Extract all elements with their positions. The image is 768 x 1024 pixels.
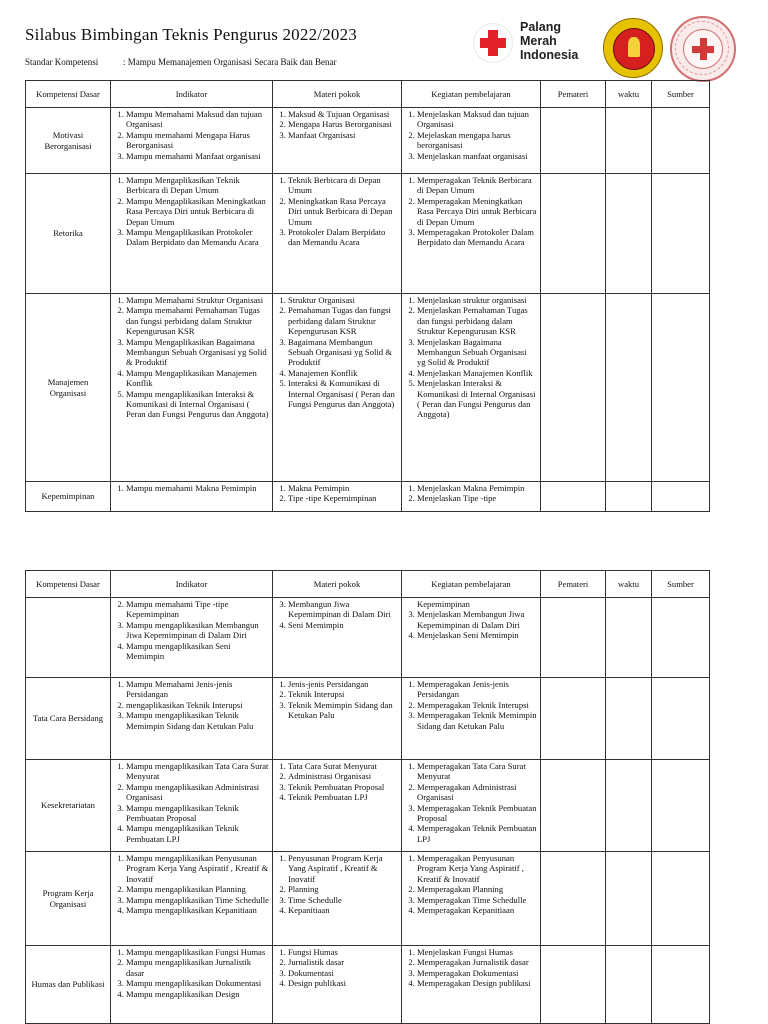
list-item: 4. Kepanitiaan	[288, 905, 398, 915]
table-row	[26, 108, 710, 174]
sumber-cell	[652, 294, 710, 482]
list-item: 1. Mampu memahami Makna Pemimpin	[126, 483, 269, 493]
list-item: 3. Protokoler Dalam Berpidato dan Memandu Acara	[288, 227, 398, 248]
list-item: 2. Jurnalistik dasar	[288, 957, 398, 967]
waktu-cell	[606, 482, 652, 512]
list-item: 3. Mampu mengaplikasikan Membangun Jiwa Kepemimpinan di Dalam Diri	[126, 620, 269, 641]
kompetensi-dasar-cell: Tata Cara Bersidang	[26, 678, 111, 760]
list-item: 3. Memperagakan Time Schedulle	[417, 895, 537, 905]
pmi-logo	[473, 20, 593, 70]
pmi-line-3: Indonesia	[520, 48, 579, 62]
kompetensi-dasar-cell: Program Kerja Organisasi	[26, 852, 111, 946]
column-header: waktu	[606, 81, 652, 108]
table-header-row	[26, 81, 710, 108]
sumber-cell	[652, 108, 710, 174]
list-item: 2. Memperagakan Meningkatkan Rasa Percaya Diri untuk Berbicara di Depan Umum	[417, 196, 537, 227]
list-item: 3. Teknik Pembuatan Proposal	[288, 782, 398, 792]
list-item: Kepemimpinan	[417, 599, 470, 609]
materi-cell	[273, 482, 402, 512]
pemateri-cell	[541, 174, 606, 294]
list-item: 3. Manfaat Organisasi	[288, 130, 398, 140]
materi-cell	[273, 678, 402, 760]
sumber-cell	[652, 482, 710, 512]
column-header: Indikator	[111, 571, 273, 598]
list-item: 1. Memperagakan Teknik Berbicara di Depan Umum	[417, 175, 537, 196]
waktu-cell	[606, 174, 652, 294]
pemateri-cell	[541, 108, 606, 174]
column-header: Materi pokok	[273, 81, 402, 108]
table-row	[26, 294, 710, 482]
list-item: 1. Teknik Berbicara di Depan Umum	[288, 175, 398, 196]
indikator-cell	[111, 760, 273, 852]
list-item: 2. Menjelaskan Tipe -tipe	[417, 493, 537, 503]
list-item: 4. Mampu mengaplikasikan Design	[126, 989, 269, 999]
kompetensi-dasar-cell: Motivasi Berorganisasi	[26, 108, 111, 174]
list-item: 1. Makna Pemimpin	[288, 483, 398, 493]
list-item: 4. Mampu mengaplikasikan Kepanitiaan	[126, 905, 269, 915]
list-item: 4. Menjelaskan Manajemen Konflik	[417, 368, 537, 378]
list-item: 3. Memperagakan Protokoler Dalam Berpidato dan Memandu Acara	[417, 227, 537, 248]
list-item: 3. Menjelaskan Bagaimana Membangun Sebuah Organisasi yg Solid & Produktif	[417, 337, 537, 368]
list-item: 3. Memperagakan Teknik Pembuatan Proposal	[417, 803, 537, 824]
list-item: 3. Mampu Mengaplikasikan Bagaimana Membangun Sebuah Organisasi yg Solid & Produktif	[126, 337, 269, 368]
kegiatan-cell	[402, 108, 541, 174]
indikator-cell	[111, 174, 273, 294]
list-item: 2. Mampu memahami Tipe -tipe Kepemimpinan	[126, 599, 269, 620]
list-item: 1. Mampu Memahami Struktur Organisasi	[126, 295, 269, 305]
indikator-cell	[111, 108, 273, 174]
standar-kompetensi	[25, 57, 337, 67]
eagle-icon	[628, 37, 640, 57]
column-header: Pemateri	[541, 571, 606, 598]
list-item: 3. Menjelaskan Membangun Jiwa Kepemimpinan di Dalam Diri	[417, 609, 537, 630]
kegiatan-cell	[402, 852, 541, 946]
list-item: 3. Mampu Mengaplikasikan Protokoler Dalam Berpidato dan Memandu Acara	[126, 227, 269, 248]
list-item: 2. Mejelaskan mengapa harus berorganisasi	[417, 130, 537, 151]
table-row	[26, 678, 710, 760]
pemateri-cell	[541, 678, 606, 760]
sumber-cell	[652, 174, 710, 294]
waktu-cell	[606, 946, 652, 1024]
list-item: 1. Mampu Mengaplikasikan Teknik Berbicara di Depan Umum	[126, 175, 269, 196]
list-item: 2. Pemahaman Tugas dan fungsi perbidang dalam Struktur Kepengurusan KSR	[288, 305, 398, 336]
list-item: 2. Meningkatkan Rasa Percaya Diri untuk Berbicara di Depan Umum	[288, 196, 398, 227]
materi-cell	[273, 852, 402, 946]
list-item: 5. Menjelaskan Interaksi & Komunikasi di Internal Organisasi ( Peran dan Fungsi Pengurus dan Anggota)	[417, 378, 537, 420]
kegiatan-cell	[402, 678, 541, 760]
list-item: 2. Memperagakan Administrasi Organisasi	[417, 782, 537, 803]
pemateri-cell	[541, 760, 606, 852]
list-item: 4. Manajemen Konflik	[288, 368, 398, 378]
table-row	[26, 598, 710, 678]
list-item: 1. Struktur Organisasi	[288, 295, 398, 305]
list-item: 1. Mampu mengaplikasikan Penyusunan Program Kerja Yang Aspiratif , Kreatif & Inovatif	[126, 853, 269, 884]
waktu-cell	[606, 108, 652, 174]
kompetensi-dasar-cell: Kepemimpinan	[26, 482, 111, 512]
waktu-cell	[606, 678, 652, 760]
list-item: 3. Mampu memahami Manfaat organisasi	[126, 151, 269, 161]
pemateri-cell	[541, 598, 606, 678]
sumber-cell	[652, 946, 710, 1024]
kegiatan-cell	[402, 294, 541, 482]
column-header: Sumber	[652, 571, 710, 598]
materi-cell	[273, 946, 402, 1024]
column-header: Kegiatan pembelajaran	[402, 571, 541, 598]
list-item: 2. Mampu memahami Mengapa Harus Berorganisasi	[126, 130, 269, 151]
indikator-cell	[111, 678, 273, 760]
kegiatan-cell	[402, 174, 541, 294]
list-item: 3. Mampu mengaplikasikan Time Schedulle	[126, 895, 269, 905]
list-item: 3. Menjelaskan manfaat organisasi	[417, 151, 537, 161]
list-item: 2. Memperagakan Teknik Interupsi	[417, 700, 537, 710]
column-header: Kompetensi Dasar	[26, 571, 111, 598]
list-item: 3. Mampu mengaplikasikan Teknik Memimpin Sidang dan Ketukan Palu	[126, 710, 269, 731]
list-item: 1. Memperagakan Tata Cara Surat Menyurat	[417, 761, 537, 782]
list-item: 1. Menjelaskan Makna Pemimpin	[417, 483, 537, 493]
list-item: 2. Teknik Interupsi	[288, 689, 398, 699]
waktu-cell	[606, 852, 652, 946]
list-item: 4. Mampu Mengaplikasikan Manajemen Konflik	[126, 368, 269, 389]
list-item: 1. Menjelaskan Fungsi Humas	[417, 947, 537, 957]
sumber-cell	[652, 760, 710, 852]
kompetensi-dasar-cell: Kesekretariatan	[26, 760, 111, 852]
column-header: Pemateri	[541, 81, 606, 108]
sumber-cell	[652, 598, 710, 678]
pemateri-cell	[541, 852, 606, 946]
list-item: 5. Interaksi & Komunikasi di Internal Organisasi ( Peran dan Fungsi Pengurus dan Anggota)	[288, 378, 398, 409]
ksr-logo	[670, 16, 736, 82]
pmi-logo-text	[520, 20, 578, 62]
list-item: 3. Bagaimana Membangun Sebuah Organisasi yg Solid & Produktif	[288, 337, 398, 368]
sumber-cell	[652, 852, 710, 946]
list-item: 2. Mampu mengaplikasikan Jurnalistik dasar	[126, 957, 269, 978]
waktu-cell	[606, 760, 652, 852]
kompetensi-dasar-cell: Retorika	[26, 174, 111, 294]
list-item: 2. Mampu mengaplikasikan Planning	[126, 884, 269, 894]
list-item: 4. Memperagakan Design publikasi	[417, 978, 537, 988]
list-item: 2. Planning	[288, 884, 398, 894]
list-item: 3. Membangun Jiwa Kepemimpinan di Dalam Diri	[288, 599, 398, 620]
indikator-cell	[111, 482, 273, 512]
list-item: 1. Penyusunan Program Kerja Yang Aspiratif , Kreatif & Inovatif	[288, 853, 398, 884]
materi-cell	[273, 760, 402, 852]
table-row	[26, 946, 710, 1024]
pmi-line-1: Palang	[520, 20, 561, 34]
list-item: 3. Teknik Memimpin Sidang dan Ketukan Palu	[288, 700, 398, 721]
pemateri-cell	[541, 946, 606, 1024]
materi-cell	[273, 174, 402, 294]
list-item: 2. Administrasi Organisasi	[288, 771, 398, 781]
list-item: 4. Seni Memimpin	[288, 620, 398, 630]
list-item: 2. Mampu mengaplikasikan Administrasi Organisasi	[126, 782, 269, 803]
column-header: Materi pokok	[273, 571, 402, 598]
list-item: 1. Jenis-jenis Persidangan	[288, 679, 398, 689]
list-item: 1. Fungsi Humas	[288, 947, 398, 957]
unpad-logo	[603, 18, 663, 78]
column-header: Indikator	[111, 81, 273, 108]
standar-label: Standar Kompetensi	[25, 57, 99, 67]
list-item: 2. Tipe -tipe Kepemimpinan	[288, 493, 398, 503]
kegiatan-cell	[402, 946, 541, 1024]
list-item: 4. Mampu mengaplikasikan Seni Memimpin	[126, 641, 269, 662]
list-item: 1. Menjelaskan Maksud dan tujuan Organisasi	[417, 109, 537, 130]
table-row	[26, 174, 710, 294]
materi-cell	[273, 598, 402, 678]
standar-value: : Mampu Memanajemen Organisasi Secara Baik dan Benar	[123, 57, 337, 67]
pemateri-cell	[541, 482, 606, 512]
indikator-cell	[111, 294, 273, 482]
list-item: 4. Mampu mengaplikasikan Teknik Pembuatan LPJ	[126, 823, 269, 844]
column-header: Kompetensi Dasar	[26, 81, 111, 108]
materi-cell	[273, 294, 402, 482]
table-row	[26, 482, 710, 512]
list-item: 4. Teknik Pembuatan LPJ	[288, 792, 398, 802]
pmi-line-2: Merah	[520, 34, 557, 48]
list-item: 2. Menjelaskan Pemahaman Tugas dan fungsi perbidang dalam Struktur Kepengurusan KSR	[417, 305, 537, 336]
list-item: 3. Dokumentasi	[288, 968, 398, 978]
pemateri-cell	[541, 294, 606, 482]
list-item: 4. Memperagakan Teknik Pembuatan LPJ	[417, 823, 537, 844]
list-item: 4. Design publikasi	[288, 978, 398, 988]
list-item: 3. Memperagakan Dokumentasi	[417, 968, 537, 978]
materi-cell	[273, 108, 402, 174]
page-title: Silabus Bimbingan Teknis Pengurus 2022/2023	[25, 25, 357, 44]
indikator-cell	[111, 852, 273, 946]
waktu-cell	[606, 294, 652, 482]
column-header: Kegiatan pembelajaran	[402, 81, 541, 108]
kompetensi-dasar-cell: Humas dan Publikasi	[26, 946, 111, 1024]
kegiatan-cell	[402, 482, 541, 512]
list-item: 4. Memperagakan Kepanitiaan	[417, 905, 537, 915]
list-item: 2. mengaplikasikan Teknik Interupsi	[126, 700, 269, 710]
list-item: 2. Mengapa Harus Berorganisasi	[288, 119, 398, 129]
indikator-cell	[111, 946, 273, 1024]
list-item: 1. Mampu Memahami Maksud dan tujuan Organisasi	[126, 109, 269, 130]
list-item: 2. Mampu memahami Pemahaman Tugas dan fungsi perbidang dalam Struktur Kepengurusan KSR	[126, 305, 269, 336]
list-item: 1. Tata Cara Surat Menyurat	[288, 761, 398, 771]
kompetensi-dasar-cell	[26, 598, 111, 678]
waktu-cell	[606, 598, 652, 678]
list-item: 1. Mampu mengaplikasikan Fungsi Humas	[126, 947, 269, 957]
list-item: 2. Memperagakan Jurnalistik dasar	[417, 957, 537, 967]
syllabus-table-1	[25, 80, 710, 512]
list-item: 3. Mampu mengaplikasikan Teknik Pembuatan Proposal	[126, 803, 269, 824]
indikator-cell	[111, 598, 273, 678]
list-item: 3. Memperagakan Teknik Memimpin Sidang dan Ketukan Palu	[417, 710, 537, 731]
list-item: 1. Menjelaskan struktur organisasi	[417, 295, 537, 305]
list-item: 2. Memperagakan Planning	[417, 884, 537, 894]
kegiatan-cell	[402, 760, 541, 852]
list-item: 1. Memperagakan Penyusunan Program Kerja Yang Aspiratif , Kreatif & Inovatif	[417, 853, 537, 884]
list-item: 2. Mampu Mengaplikasikan Meningkatkan Rasa Percaya Diri untuk Berbicara di Depan Umum	[126, 196, 269, 227]
list-item: 3. Time Schedulle	[288, 895, 398, 905]
column-header: Sumber	[652, 81, 710, 108]
table-row	[26, 760, 710, 852]
list-item: 1. Memperagakan Jenis-jenis Persidangan	[417, 679, 537, 700]
list-item: 1. Mampu Memahami Jenis-jenis Persidangan	[126, 679, 269, 700]
column-header: waktu	[606, 571, 652, 598]
list-item: 4. Menjelaskan Seni Memimpin	[417, 630, 537, 640]
list-item: 1. Maksud & Tujuan Organisasi	[288, 109, 398, 119]
list-item: 1. Mampu mengaplikasikan Tata Cara Surat Menyurat	[126, 761, 269, 782]
sumber-cell	[652, 678, 710, 760]
list-item: 3. Mampu mengaplikasikan Dokumentasi	[126, 978, 269, 988]
syllabus-table-2	[25, 570, 710, 1024]
table-header-row	[26, 571, 710, 598]
table-row	[26, 852, 710, 946]
red-cross-icon	[473, 23, 513, 63]
kegiatan-cell	[402, 598, 541, 678]
list-item: 5. Mampu mengaplikasikan Interaksi & Komunikasi di Internal Organisasi ( Peran dan Fungsi Pengurus dan Anggota)	[126, 389, 269, 420]
kompetensi-dasar-cell: Manajemen Organisasi	[26, 294, 111, 482]
